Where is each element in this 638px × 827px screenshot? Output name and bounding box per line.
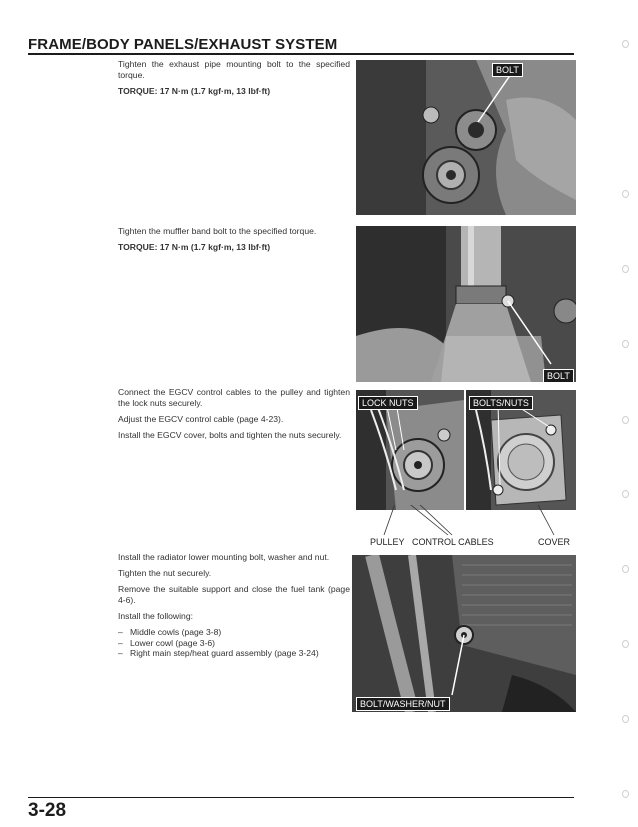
caption-leader-lines [356, 505, 576, 539]
install-list [118, 627, 350, 659]
callout-bolts-nuts: BOLTS/NUTS [469, 396, 533, 410]
binder-hole-mark [622, 640, 629, 648]
page-number: 3-28 [28, 800, 67, 821]
callout-lock-nuts: LOCK NUTS [358, 396, 418, 410]
caption-cover: COVER [538, 537, 571, 547]
callout-bolt-washer-nut: BOLT/WASHER/NUT [356, 697, 450, 711]
figure-exhaust-pipe-bolt-photo [356, 60, 576, 215]
callout-bolt: BOLT [492, 63, 523, 77]
footer-rule [28, 797, 574, 798]
header-rule [28, 53, 574, 55]
list-item: – Right main step/heat guard assembly (page 3-24) [118, 648, 350, 659]
caption-control-cables: CONTROL CABLES [412, 537, 494, 547]
callout-bolt-muffler: BOLT [543, 369, 574, 383]
section-1-torque: TORQUE: 17 N·m (1.7 kgf·m, 13 lbf·ft) [118, 86, 271, 96]
binder-hole-mark [622, 340, 629, 348]
list-item: – Lower cowl (page 3-6) [118, 638, 350, 649]
section-2-torque: TORQUE: 17 N·m (1.7 kgf·m, 13 lbf·ft) [118, 242, 271, 252]
binder-hole-mark [622, 190, 629, 198]
section-4-text [118, 552, 350, 659]
section-3-paragraph-2: Adjust the EGCV control cable (page 4-23). [118, 414, 284, 424]
binder-hole-mark [622, 565, 629, 573]
section-4-paragraph-3: Remove the suitable support and close the fuel tank (page 4-6). [118, 584, 350, 605]
binder-hole-mark [622, 790, 629, 798]
section-4-paragraph-2: Tighten the nut securely. [118, 568, 212, 578]
section-3-paragraph-3: Install the EGCV cover, bolts and tighten the nuts securely. [118, 430, 342, 440]
section-1-paragraph: Tighten the exhaust pipe mounting bolt to the specified torque. [118, 59, 350, 80]
section-2-text [118, 226, 350, 258]
section-4-paragraph-4: Install the following: [118, 611, 193, 621]
binder-hole-mark [622, 416, 629, 424]
section-4-paragraph-1: Install the radiator lower mounting bolt, washer and nut. [118, 552, 330, 562]
section-3-paragraph-1: Connect the EGCV control cables to the pulley and tighten the lock nuts securely. [118, 387, 350, 408]
binder-hole-mark [622, 715, 629, 723]
section-1-text [118, 59, 350, 102]
figure-muffler-band-photo [356, 226, 576, 382]
caption-pulley: PULLEY [370, 537, 405, 547]
section-2-paragraph: Tighten the muffler band bolt to the specified torque. [118, 226, 317, 236]
section-3-text [118, 387, 350, 446]
list-item: – Middle cowls (page 3-8) [118, 627, 350, 638]
binder-hole-mark [622, 40, 629, 48]
page-header: FRAME/BODY PANELS/EXHAUST SYSTEM [28, 36, 338, 53]
binder-hole-mark [622, 490, 629, 498]
figure-radiator-bolt-photo [352, 555, 576, 712]
binder-hole-mark [622, 265, 629, 273]
